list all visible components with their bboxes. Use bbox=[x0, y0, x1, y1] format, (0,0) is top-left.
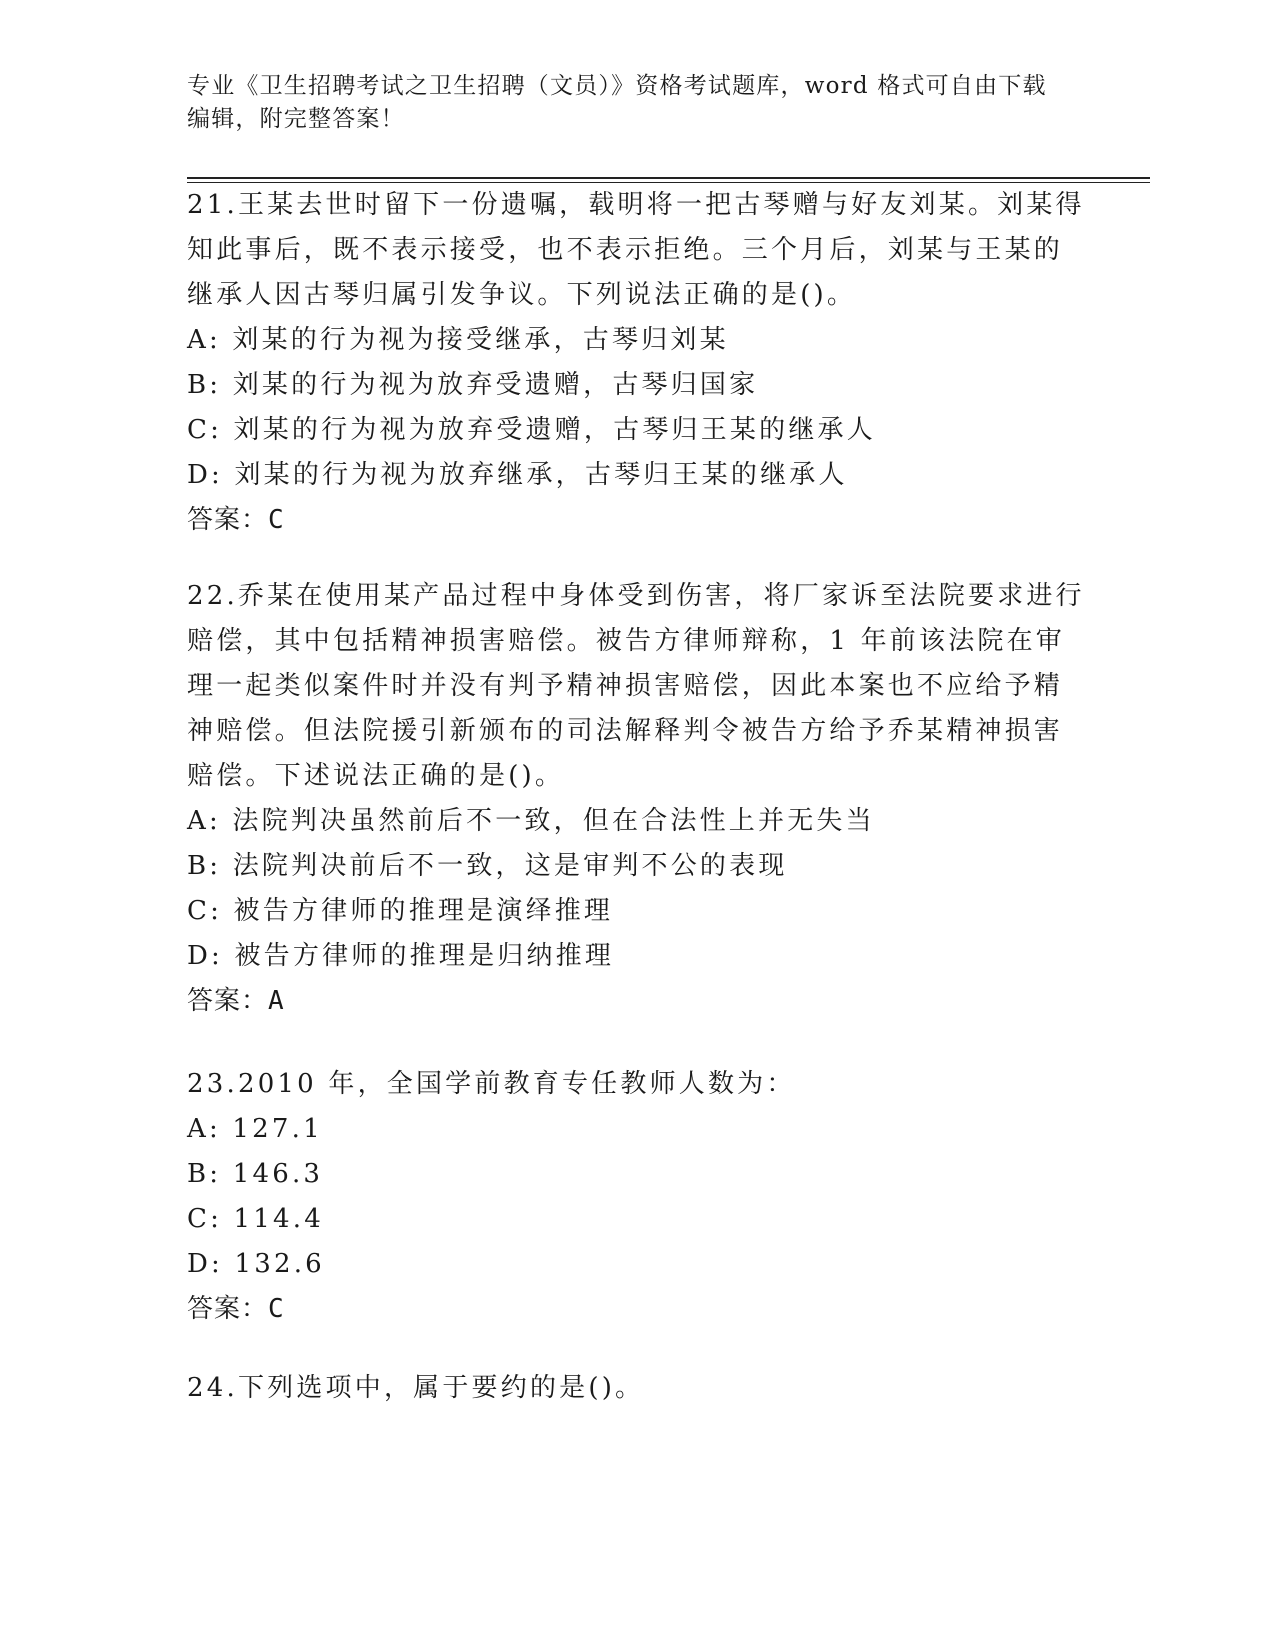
question-22 bbox=[187, 574, 1087, 1024]
question-stem: 22.乔某在使用某产品过程中身体受到伤害，将厂家诉至法院要求进行赔偿，其中包括精神损害赔偿。被告方律师辩称，1 年前该法院在审理一起类似案件时并没有判予精神损害赔偿，因此本案也不应给予精神赔偿。但法院援引新颁布的司法解释判令被告方给予乔某精神损害赔偿。下述说法正确的是()。 bbox=[187, 581, 1085, 791]
option-a: A: 法院判决虽然前后不一致，但在合法性上并无失当 bbox=[187, 806, 875, 836]
answer-line bbox=[187, 498, 1087, 543]
question-stem: 21.王某去世时留下一份遗嘱，载明将一把古琴赠与好友刘某。刘某得知此事后，既不表示接受，也不表示拒绝。三个月后，刘某与王某的继承人因古琴归属引发争议。下列说法正确的是()。 bbox=[187, 190, 1085, 310]
option-c: C: 114.4 bbox=[187, 1204, 324, 1234]
answer-value: C bbox=[268, 1294, 285, 1324]
question-24 bbox=[187, 1366, 1087, 1411]
question-21 bbox=[187, 183, 1087, 543]
option-d: D: 被告方律师的推理是归纳推理 bbox=[187, 941, 615, 971]
option-c: C: 刘某的行为视为放弃受遗赠，古琴归王某的继承人 bbox=[187, 415, 876, 445]
document-header: 专业《卫生招聘考试之卫生招聘（文员）》资格考试题库，word 格式可自由下载编辑，附完整答案！ bbox=[187, 73, 1047, 132]
option-c: C: 被告方律师的推理是演绎推理 bbox=[187, 896, 614, 926]
answer-label: 答案： bbox=[187, 505, 269, 535]
answer-line bbox=[187, 979, 1087, 1024]
option-b: B: 146.3 bbox=[187, 1159, 324, 1189]
option-b: B: 刘某的行为视为放弃受遗赠，古琴归国家 bbox=[187, 370, 759, 400]
answer-line bbox=[187, 1287, 1087, 1332]
header-rule-thick bbox=[187, 177, 1150, 179]
option-a: A: 刘某的行为视为接受继承，古琴归刘某 bbox=[187, 325, 729, 355]
answer-value: A bbox=[268, 986, 285, 1016]
answer-value: C bbox=[268, 505, 285, 535]
answer-label: 答案： bbox=[187, 986, 269, 1016]
question-stem: 24.下列选项中，属于要约的是()。 bbox=[187, 1373, 645, 1403]
option-d: D: 132.6 bbox=[187, 1249, 325, 1279]
option-a: A: 127.1 bbox=[187, 1114, 323, 1144]
option-d: D: 刘某的行为视为放弃继承，古琴归王某的继承人 bbox=[187, 460, 848, 490]
option-b: B: 法院判决前后不一致，这是审判不公的表现 bbox=[187, 851, 788, 881]
answer-label: 答案： bbox=[187, 1294, 269, 1324]
question-stem: 23.2010 年，全国学前教育专任教师人数为： bbox=[187, 1069, 796, 1099]
question-23 bbox=[187, 1062, 1087, 1332]
